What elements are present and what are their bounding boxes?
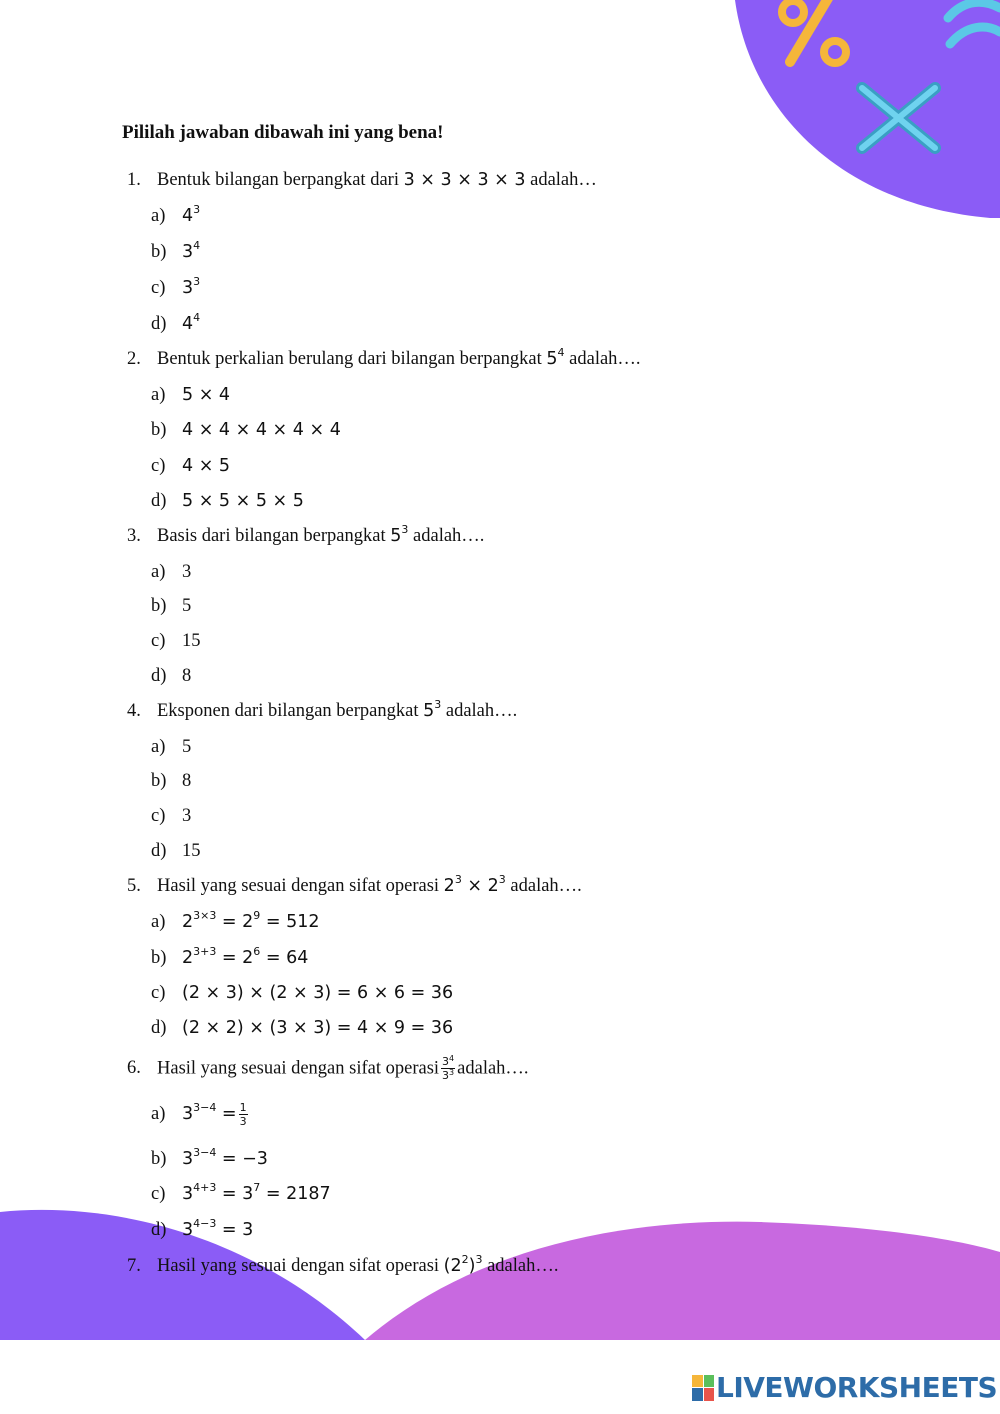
q2-option-c[interactable]: c) 4 × 5 bbox=[151, 456, 231, 476]
liveworksheets-logo-icon bbox=[692, 1375, 714, 1401]
q1-option-a[interactable]: a) $4^3$ bbox=[151, 203, 201, 226]
q2-option-a[interactable]: a) 5 × 4 bbox=[151, 385, 231, 405]
q4-option-a[interactable]: a) 5 bbox=[151, 737, 192, 757]
math-expression: 3 × 3 × 3 × 3 bbox=[403, 170, 526, 190]
q1-option-b[interactable]: b) $3^4$ bbox=[151, 239, 201, 262]
q1-option-d[interactable]: d) $4^4$ bbox=[151, 311, 201, 334]
q6-option-a[interactable]: a) $3^{3-4}$ = $\frac{1}{3}$ bbox=[151, 1101, 247, 1128]
q6-option-d[interactable]: d) $3^{4-3} = 3$ bbox=[151, 1217, 254, 1240]
q3-option-c[interactable]: c) 15 bbox=[151, 631, 201, 651]
question-2: 2. Bentuk perkalian berulang dari bilangan berpangkat $5^4$ adalah…. bbox=[127, 346, 641, 369]
liveworksheets-logo[interactable] bbox=[692, 1371, 997, 1404]
q2-option-b[interactable]: b) 4 × 4 × 4 × 4 × 4 bbox=[151, 420, 341, 440]
q4-option-d[interactable]: d) 15 bbox=[151, 841, 201, 861]
q4-option-b[interactable]: b) 8 bbox=[151, 771, 192, 791]
q5-option-a[interactable]: a) $2^{3\times 3} = 2^9 = 512$ bbox=[151, 909, 320, 932]
question-number: 3. bbox=[127, 526, 141, 546]
question-7: 7. Hasil yang sesuai dengan sifat operasi $(2^2)^3$ adalah…. bbox=[127, 1253, 559, 1276]
fraction: $\frac{3^4}{3^3}$ bbox=[442, 1054, 455, 1082]
q5-option-d[interactable]: d) (2 × 2) × (3 × 3) = 4 × 9 = 36 bbox=[151, 1018, 454, 1038]
question-3: 3. Basis dari bilangan berpangkat $5^3$ adalah…. bbox=[127, 523, 485, 546]
instruction-heading: Pililah jawaban dibawah ini yang bena! bbox=[122, 122, 444, 143]
fraction: $\frac{1}{3}$ bbox=[239, 1101, 247, 1128]
q3-option-b[interactable]: b) 5 bbox=[151, 596, 192, 616]
q2-option-d[interactable]: d) 5 × 5 × 5 × 5 bbox=[151, 491, 304, 511]
question-number: 7. bbox=[127, 1256, 141, 1276]
question-number: 4. bbox=[127, 701, 141, 721]
q4-option-c[interactable]: c) 3 bbox=[151, 806, 192, 826]
question-number: 6. bbox=[127, 1058, 141, 1079]
q6-option-b[interactable]: b) $3^{3-4} = -3$ bbox=[151, 1146, 268, 1169]
q3-option-a[interactable]: a) 3 bbox=[151, 562, 192, 582]
question-number: 1. bbox=[127, 170, 141, 190]
question-number: 5. bbox=[127, 876, 141, 896]
q1-option-c[interactable]: c) $3^3$ bbox=[151, 275, 201, 298]
question-6: 6. Hasil yang sesuai dengan sifat operasi $\frac{3^4}{3^3}$ adalah…. bbox=[127, 1054, 529, 1082]
question-5: 5. Hasil yang sesuai dengan sifat operasi $2^3 \times 2^3$ adalah…. bbox=[127, 873, 582, 896]
question-number: 2. bbox=[127, 349, 141, 369]
brand-name: LIVEWORKSHEETS bbox=[716, 1371, 998, 1404]
question-1: 1. Bentuk bilangan berpangkat dari 3 × 3 × 3 × 3 adalah… bbox=[127, 170, 597, 190]
q3-option-d[interactable]: d) 8 bbox=[151, 666, 192, 686]
q5-option-b[interactable]: b) $2^{3+3} = 2^6 = 64$ bbox=[151, 945, 309, 968]
q6-option-c[interactable]: c) $3^{4+3} = 3^7 = 2187$ bbox=[151, 1181, 331, 1204]
question-4: 4. Eksponen dari bilangan berpangkat $5^3$ adalah…. bbox=[127, 698, 518, 721]
q5-option-c[interactable]: c) (2 × 3) × (2 × 3) = 6 × 6 = 36 bbox=[151, 983, 454, 1003]
